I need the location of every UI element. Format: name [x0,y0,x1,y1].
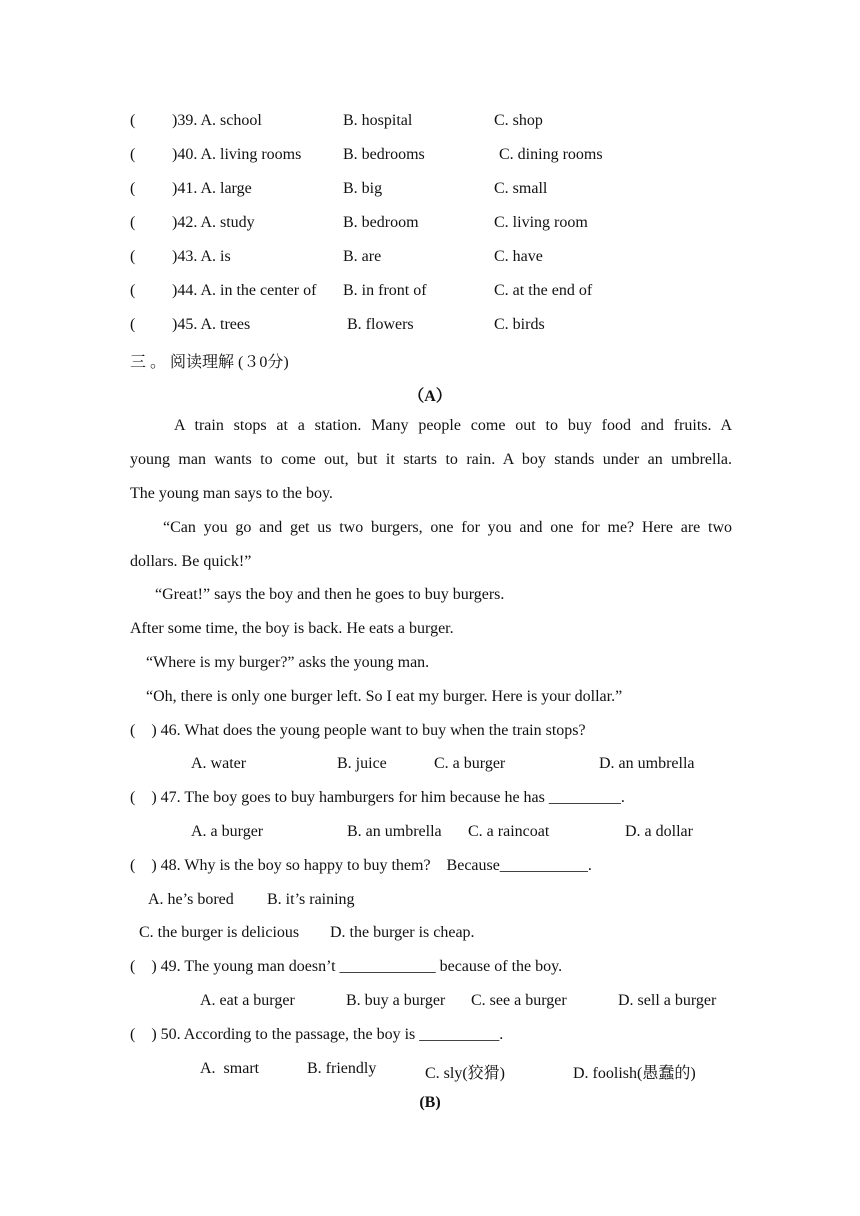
passage-line: “Where is my burger?” asks the young man. [146,654,430,671]
passage-line: After some time, the boy is back. He eats a burger. [130,620,454,637]
answer-paren: ( [130,282,136,299]
option-a: )43. A. is [172,248,231,265]
question-46-stem: ( ) 46. What does the young people want to buy when the train stops? [130,722,586,739]
option-b: B. buy a burger [346,992,446,1009]
passage-line: “Great!” says the boy and then he goes to buy burgers. [155,586,505,603]
option-b: B. hospital [343,112,413,129]
option-b: B. flowers [347,316,414,333]
passage-line: The young man says to the boy. [130,485,333,502]
passage-line: young man wants to come out, but it starts to rain. A boy stands under an umbrella. [130,451,732,468]
option-a: A. he’s bored [148,891,234,908]
answer-paren: ( [130,146,136,163]
option-b: B. in front of [343,282,427,299]
option-b: B. juice [337,755,387,772]
option-b: B. bedrooms [343,146,425,163]
option-a: A. water [191,755,247,772]
question-50-stem: ( ) 50. According to the passage, the boy is __________. [130,1026,504,1043]
option-c: C. sly(狡猾) [425,1065,506,1082]
option-d: D. an umbrella [599,755,695,772]
option-a: )41. A. large [172,180,252,197]
question-47-stem: ( ) 47. The boy goes to buy hamburgers for him because he has _________. [130,789,625,806]
option-c: C. living room [494,214,588,231]
option-a: )45. A. trees [172,316,251,333]
question-49-stem: ( ) 49. The young man doesn’t ____________ because of the boy. [130,958,563,975]
option-a: A. smart [200,1060,260,1077]
answer-paren: ( [130,248,136,265]
option-c: C. the burger is delicious [139,924,300,941]
option-c: C. shop [494,112,543,129]
option-c: C. small [494,180,548,197]
answer-paren: ( [130,214,136,231]
option-b: B. bedroom [343,214,419,231]
passage-a-heading: （A） [408,388,452,405]
option-c: C. have [494,248,543,265]
passage-b-heading: (B) [419,1094,441,1111]
passage-line: “Can you go and get us two burgers, one for you and one for me? Here are two [163,519,732,536]
question-48-stem: ( ) 48. Why is the boy so happy to buy them? Because___________. [130,857,592,874]
answer-paren: ( [130,316,136,333]
passage-line: A train stops at a station. Many people come out to buy food and fruits. A [174,417,732,434]
option-b: B. it’s raining [267,891,355,908]
option-c: C. see a burger [471,992,567,1009]
option-b: B. an umbrella [347,823,442,840]
option-d: D. the burger is cheap. [330,924,475,941]
option-d: D. foolish(愚蠢的) [573,1065,696,1082]
option-a: A. a burger [191,823,264,840]
option-b: B. friendly [307,1060,377,1077]
option-a: )39. A. school [172,112,262,129]
option-c: C. birds [494,316,545,333]
option-a: )44. A. in the center of [172,282,317,299]
option-c: C. a burger [434,755,506,772]
option-a: )42. A. study [172,214,255,231]
option-a: )40. A. living rooms [172,146,302,163]
section-heading: 三 。 阅读理解 (３0分) [130,354,289,371]
option-c: C. dining rooms [499,146,603,163]
passage-line: dollars. Be quick!” [130,553,252,570]
option-c: C. at the end of [494,282,593,299]
option-d: D. a dollar [625,823,693,840]
option-a: A. eat a burger [200,992,295,1009]
option-b: B. big [343,180,383,197]
option-c: C. a raincoat [468,823,550,840]
answer-paren: ( [130,180,136,197]
passage-line: “Oh, there is only one burger left. So I eat my burger. Here is your dollar.” [146,688,623,705]
option-d: D. sell a burger [618,992,717,1009]
option-b: B. are [343,248,382,265]
answer-paren: ( [130,112,136,129]
